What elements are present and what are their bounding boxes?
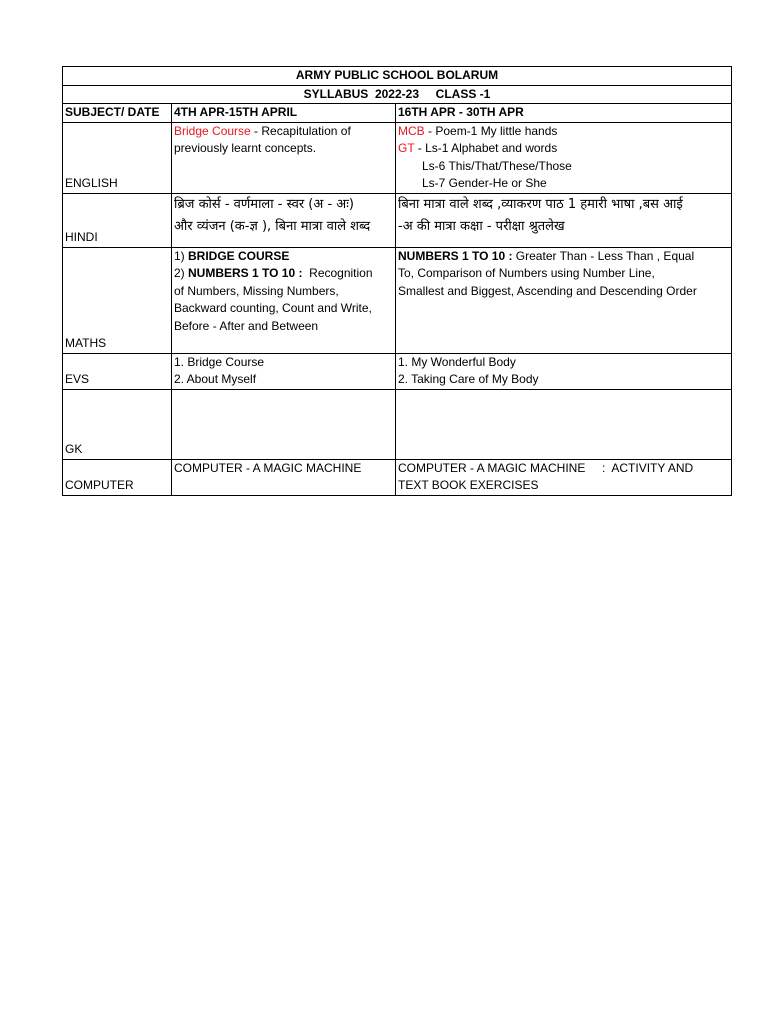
evs-p1-line-2: 2. About Myself xyxy=(174,372,257,386)
maths-p2-line-3: Smallest and Biggest, Ascending and Descending Order xyxy=(398,283,697,298)
maths-p2-line-1-text: Greater Than - Less Than , Equal xyxy=(512,248,695,263)
maths-p1-line-2-text: Recognition xyxy=(302,266,373,280)
school-title: ARMY PUBLIC SCHOOL BOLARUM xyxy=(63,67,732,86)
syllabus-subtitle: SYLLABUS 2022-23 CLASS -1 xyxy=(63,85,732,104)
subject-english: ENGLISH xyxy=(63,122,172,193)
subtitle-row xyxy=(63,85,732,104)
english-p1-text: - Recapitulation of xyxy=(250,123,351,138)
maths-p1-line-3: of Numbers, Missing Numbers, xyxy=(174,283,339,298)
table-row-maths xyxy=(63,247,732,353)
computer-p1-text: COMPUTER - A MAGIC MACHINE xyxy=(174,460,362,475)
hindi-p1-line-2: और व्यंजन (क-ज्ञ ), बिना मात्रा वाले शब्द xyxy=(174,218,371,234)
hindi-period-1 xyxy=(172,193,396,247)
english-period-2 xyxy=(396,122,732,193)
english-p2-mcb-text: - Poem-1 My little hands xyxy=(424,123,558,138)
english-p2-gt-text: - Ls-1 Alphabet and words xyxy=(414,141,558,155)
maths-p1-line-4: Backward counting, Count and Write, xyxy=(174,301,372,315)
gk-period-1 xyxy=(172,389,396,459)
computer-period-1 xyxy=(172,459,396,495)
subject-hindi: HINDI xyxy=(63,193,172,247)
evs-period-1 xyxy=(172,353,396,389)
evs-p2-line-2: 2. Taking Care of My Body xyxy=(398,372,539,386)
hindi-period-2 xyxy=(396,193,732,247)
evs-p2-line-1: 1. My Wonderful Body xyxy=(398,354,516,369)
gt-label: GT xyxy=(398,141,415,155)
hindi-p2-line-2: -अ की मात्रा कक्षा - परीक्षा श्रुतलेख xyxy=(398,218,565,234)
header-period-2: 16TH APR - 30TH APR xyxy=(396,104,732,123)
english-period-1 xyxy=(172,122,396,193)
evs-p1-line-1: 1. Bridge Course xyxy=(174,354,265,369)
english-p2-line-3: Ls-6 This/That/These/Those xyxy=(422,158,572,173)
maths-numbers-heading: NUMBERS 1 TO 10 : xyxy=(188,266,303,280)
table-row-computer xyxy=(63,459,732,495)
mcb-label: MCB xyxy=(398,123,425,138)
subject-evs: EVS xyxy=(63,353,172,389)
table-row-english xyxy=(63,122,732,193)
computer-period-2 xyxy=(396,459,732,495)
title-row xyxy=(63,67,732,86)
hindi-p2-line-1: बिना मात्रा वाले शब्द ,व्याकरण पाठ 1 हमारी भाषा ,बस आई xyxy=(398,196,683,212)
subject-maths: MATHS xyxy=(63,247,172,353)
maths-p2-line-2: To, Comparison of Numbers using Number Line, xyxy=(398,266,655,280)
computer-p2-line-1: COMPUTER - A MAGIC MACHINE : ACTIVITY AND xyxy=(398,460,694,475)
gk-period-2 xyxy=(396,389,732,459)
maths-p1-num-2: 2) xyxy=(174,266,189,280)
maths-period-1 xyxy=(172,247,396,353)
computer-p2-line-2: TEXT BOOK EXERCISES xyxy=(398,478,539,492)
table-row-evs xyxy=(63,353,732,389)
header-row xyxy=(63,104,732,123)
subject-computer: COMPUTER xyxy=(63,459,172,495)
table-row-gk xyxy=(63,389,732,459)
table-row-hindi xyxy=(63,193,732,247)
header-period-1: 4TH APR-15TH APRIL xyxy=(172,104,396,123)
syllabus-table xyxy=(62,66,732,496)
maths-bridge-course: BRIDGE COURSE xyxy=(188,248,290,263)
maths-period-2 xyxy=(396,247,732,353)
evs-period-2 xyxy=(396,353,732,389)
maths-p1-num-1: 1) xyxy=(174,248,189,263)
subject-gk: GK xyxy=(63,389,172,459)
header-subject: SUBJECT/ DATE xyxy=(63,104,172,123)
hindi-p1-line-1: ब्रिज कोर्स - वर्णमाला - स्वर (अ - अः) xyxy=(174,196,354,212)
bridge-course-label: Bridge Course xyxy=(174,123,251,138)
english-p2-line-4: Ls-7 Gender-He or She xyxy=(422,176,547,190)
maths-p2-heading: NUMBERS 1 TO 10 : xyxy=(398,248,513,263)
maths-p1-line-5: Before - After and Between xyxy=(174,318,319,333)
english-p1-text2: previously learnt concepts. xyxy=(174,141,317,155)
